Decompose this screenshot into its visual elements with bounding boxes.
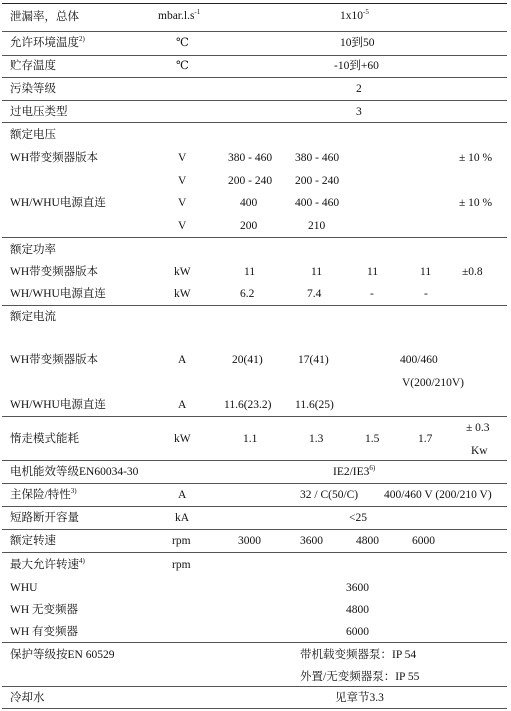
- idle-value: 1.3: [309, 433, 324, 445]
- leak-value: $1x10^{-5}$: [340, 8, 369, 22]
- rated-power-value: 11: [244, 266, 256, 278]
- pollution-value: 2: [356, 83, 362, 95]
- idle-value: 1.5: [365, 433, 380, 445]
- protection-value: 带机载变频器泵：IP 54: [300, 649, 417, 661]
- idle-unit: kW: [174, 433, 191, 445]
- max-speed-value: 4800: [346, 604, 369, 616]
- row-divider: [2, 31, 507, 32]
- rated-power-value: 11: [311, 266, 323, 278]
- top-rule: [2, 3, 507, 4]
- row-divider: [2, 506, 507, 507]
- rated-voltage-unit: V: [178, 175, 187, 187]
- rated-voltage-label: WH带变频器版本: [10, 152, 99, 164]
- rated-speed-value: 6000: [412, 535, 435, 547]
- storage-unit: ℃: [176, 60, 189, 72]
- rated-power-value: -: [424, 288, 428, 300]
- row-divider: [2, 100, 507, 101]
- rated-current-value: V(200/210V): [402, 377, 464, 389]
- rated-voltage-value: 200 - 240: [295, 175, 340, 187]
- leak-unit: $mbar.l.s^{-1}$: [158, 8, 201, 22]
- rated-voltage-unit: V: [178, 220, 187, 232]
- rated-voltage-tolerance: ± 10 %: [459, 197, 493, 209]
- cooling-label: 冷却水: [10, 692, 45, 704]
- rated-speed-label: 额定转速: [10, 535, 56, 547]
- ambient-value: 10到50: [340, 37, 375, 49]
- rated-voltage-value: 200 - 240: [228, 175, 273, 187]
- max-speed-value: 3600: [346, 582, 369, 594]
- row-divider: [2, 77, 507, 78]
- row-divider: [2, 642, 507, 643]
- rated-voltage-value: 200: [240, 220, 258, 232]
- rated-current-label: WH带变频器版本: [10, 354, 99, 366]
- max-speed-sub-label: WH 无变频器: [10, 604, 79, 616]
- rated-power-value: 11: [420, 266, 432, 278]
- rated-voltage-label: WH/WHU电源直连: [10, 197, 106, 209]
- rated-speed-value: 3000: [238, 535, 261, 547]
- idle-value: 1.1: [243, 433, 258, 445]
- rated-power-title: 额定功率: [10, 244, 56, 256]
- row-divider: [2, 416, 507, 417]
- rated-power-label: WH/WHU电源直连: [10, 288, 106, 300]
- pollution-label: 污染等级: [10, 83, 56, 95]
- rated-voltage-unit: V: [178, 152, 187, 164]
- rated-current-unit: A: [178, 399, 187, 411]
- overvoltage-label: 过电压类型: [10, 106, 68, 118]
- rated-voltage-tolerance: ± 10 %: [459, 152, 493, 164]
- max-speed-label: 最大允许转速$^{4)}$: [10, 557, 85, 571]
- row-divider: [2, 237, 507, 238]
- fuse-unit: A: [178, 489, 187, 501]
- idle-value: 1.7: [418, 433, 433, 445]
- rated-voltage-unit: V: [178, 197, 187, 209]
- max-speed-sub-label: WH 有变频器: [10, 626, 79, 638]
- bottom-rule: [2, 708, 507, 709]
- row-divider: [2, 686, 507, 687]
- rated-current-value: 400/460: [400, 354, 438, 366]
- rated-power-tolerance: ±0.8: [462, 266, 483, 278]
- max-speed-value: 6000: [346, 626, 369, 638]
- cooling-value: 见章节3.3: [335, 692, 384, 704]
- rated-current-value: 17(41): [298, 354, 329, 366]
- rated-power-unit: kW: [174, 288, 191, 300]
- rated-voltage-title: 额定电压: [10, 129, 56, 141]
- rated-current-value: 20(41): [232, 354, 263, 366]
- rated-power-unit: kW: [174, 266, 191, 278]
- rated-voltage-value: 380 - 460: [295, 152, 340, 164]
- rated-current-value: 11.6(25): [295, 399, 334, 411]
- rated-power-value: 7.4: [307, 288, 322, 300]
- row-divider: [2, 305, 507, 306]
- row-divider: [2, 460, 507, 461]
- rated-power-value: 6.2: [240, 288, 255, 300]
- rated-power-value: -: [370, 288, 374, 300]
- rated-current-title: 额定电流: [10, 311, 56, 323]
- idle-tolerance: ± 0.3: [466, 422, 490, 434]
- fuse-value: 32 / C(50/C): [300, 489, 359, 501]
- efficiency-value: IE2/IE3$^{6)}$: [333, 464, 376, 478]
- storage-value: -10到+60: [334, 60, 379, 72]
- rated-voltage-value: 380 - 460: [228, 152, 273, 164]
- short-circuit-label: 短路断开容量: [10, 512, 79, 524]
- efficiency-label: 电机能效等级EN60034-30: [10, 466, 139, 478]
- fuse-label: 主保险/特性$^{3)}$: [10, 487, 77, 501]
- rated-current-label: WH/WHU电源直连: [10, 399, 106, 411]
- row-divider: [2, 55, 507, 56]
- short-circuit-unit: kA: [175, 512, 190, 524]
- protection-value: 外置/无变频器泵：IP 55: [300, 671, 420, 683]
- rated-voltage-value: 210: [308, 220, 326, 232]
- rated-current-unit: A: [178, 354, 187, 366]
- ambient-label: 允许环境温度$^{2)}$: [10, 35, 85, 49]
- rated-current-value: 11.6(23.2): [224, 399, 272, 411]
- row-divider: [2, 122, 507, 123]
- overvoltage-value: 3: [356, 106, 362, 118]
- rated-speed-unit: rpm: [172, 535, 191, 547]
- row-divider: [2, 552, 507, 553]
- idle-label: 惰走模式能耗: [10, 433, 79, 445]
- row-divider: [2, 529, 507, 530]
- idle-tolerance-unit: Kw: [471, 445, 488, 457]
- rated-power-label: WH带变频器版本: [10, 266, 99, 278]
- max-speed-sub-label: WHU: [10, 582, 38, 594]
- short-circuit-value: <25: [349, 512, 367, 524]
- rated-voltage-value: 400 - 460: [295, 197, 340, 209]
- row-divider: [2, 483, 507, 484]
- rated-speed-value: 3600: [300, 535, 323, 547]
- rated-speed-value: 4800: [356, 535, 379, 547]
- storage-label: 贮存温度: [10, 60, 56, 72]
- rated-power-value: 11: [367, 266, 379, 278]
- ambient-unit: ℃: [176, 37, 189, 49]
- rated-voltage-value: 400: [240, 197, 258, 209]
- max-speed-unit: rpm: [172, 559, 191, 571]
- protection-label: 保护等级按EN 60529: [10, 649, 115, 661]
- fuse-value-voltage: 400/460 V (200/210 V): [384, 489, 492, 501]
- leak-label: 泄漏率，总体: [10, 11, 79, 23]
